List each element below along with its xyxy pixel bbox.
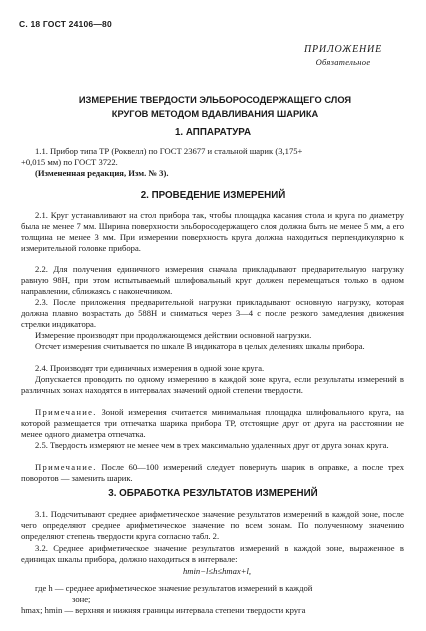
para-2-4: 2.4. Производят три единичных измерения в одной зоне круга. bbox=[35, 363, 265, 373]
section-3-heading: 3. ОБРАБОТКА РЕЗУЛЬТАТОВ ИЗМЕРЕНИЙ bbox=[108, 488, 318, 499]
title-line-2: КРУГОВ МЕТОДОМ ВДАВЛИВАНИЯ ШАРИКА bbox=[111, 109, 319, 119]
para-1-1-line-1: 1.1. Прибор типа ТР (Роквелл) по ГОСТ 23677 и стальной шарик (3,175+ bbox=[35, 146, 303, 156]
para-2-5: 2.5. Твердость измеряют не менее чем в трех максимально удаленных друг от друга зонах круга. bbox=[35, 440, 389, 450]
para-2-2: 2.2. Для получения единичного измерения сначала прикладывают предварительную нагрузку равную 98Н, при этом испытываемый шлифовальный круг должен перемещаться только в одном направлении, сближаясь с наконечником. bbox=[21, 264, 404, 296]
definition-hmax-hmin: hmax; hmin — верхняя и нижняя границы интервала степени твердости круга bbox=[21, 605, 306, 615]
note-1-label: Примечание. bbox=[35, 407, 97, 417]
note-1 bbox=[21, 407, 404, 440]
para-2-3-c: Отсчет измерения считывается по шкале В индикатора в целых делениях шкалы прибора. bbox=[35, 341, 365, 351]
document-title bbox=[30, 93, 400, 121]
para-2-1: 2.1. Круг устанавливают на стол прибора так, чтобы площадка касания стола и круга по диаметру была не менее 7 мм. Ширина поверхности эльборосодержащего слоя должна быть не менее 5 мм, а его толщина не менее 3 мм. При измерении поверхность круга должна находиться перпендикулярно к измерительной головке прибора. bbox=[21, 210, 404, 253]
para-2-3-b: Измерение производят при продолжающемся действии основной нагрузки. bbox=[35, 330, 312, 340]
note-2-text: После 60—100 измерений следует повернуть шарик в оправке, а после трех поворотов — заменить шарик. bbox=[21, 462, 404, 483]
para-3-2: 3.2. Среднее арифметическое значение результатов измерений в каждой зоне, выраженное в единицах шкалы прибора, должно находиться в интервале: bbox=[21, 543, 404, 564]
para-1-1-line-2: +0,015 мм) по ГОСТ 3722. bbox=[21, 157, 118, 167]
section-2-heading: 2. ПРОВЕДЕНИЕ ИЗМЕРЕНИЙ bbox=[140, 190, 286, 201]
definition-h-cont: зоне; bbox=[72, 594, 91, 604]
page-header: С. 18 ГОСТ 24106—80 bbox=[19, 19, 112, 29]
amendment-note: (Измененная редакция, Изм. № 3). bbox=[35, 168, 169, 178]
appendix-label bbox=[304, 44, 382, 67]
note-1-text: Зоной измерения считается минимальная площадка шлифовального круга, на которой размещается три отпечатка шарика прибора ТР, отстоящие друг от друга на расстоянии не менее одного диаметра отпечатка. bbox=[21, 407, 404, 439]
title-line-1: ИЗМЕРЕНИЕ ТВЕРДОСТИ ЭЛЬБОРОСОДЕРЖАЩЕГО СЛОЯ bbox=[78, 95, 352, 105]
appendix-subtitle: Обязательное bbox=[315, 57, 371, 67]
definition-h: где h — среднее арифметическое значение результатов измерений в каждой bbox=[35, 583, 313, 593]
appendix-title: ПРИЛОЖЕНИЕ bbox=[304, 44, 382, 55]
formula: hmin−l≤h≤hmax+l, bbox=[183, 566, 252, 576]
para-3-1: 3.1. Подсчитывают среднее арифметическое значение результатов измерений в каждой зоне, после чего определяют среднее арифметическое значение по всем зонам. По полученному значению определяют степень твердости круга согласно табл. 2. bbox=[21, 509, 404, 541]
section-1-heading: 1. АППАРАТУРА bbox=[174, 127, 252, 138]
para-2-4-b: Допускается проводить по одному измерению в каждой зоне круга, если результаты измерений в различных зонах находятся в интервалах значений одной степени твердости. bbox=[21, 374, 404, 395]
note-2 bbox=[21, 462, 404, 484]
note-2-label: Примечание. bbox=[35, 462, 97, 472]
para-2-3: 2.3. После приложения предварительной нагрузки прикладывают основную нагрузку, которая должна плавно возрастать до 588Н и сниматься через 3—4 с после резкого замедления движения стрелки индикатора. bbox=[21, 297, 404, 329]
